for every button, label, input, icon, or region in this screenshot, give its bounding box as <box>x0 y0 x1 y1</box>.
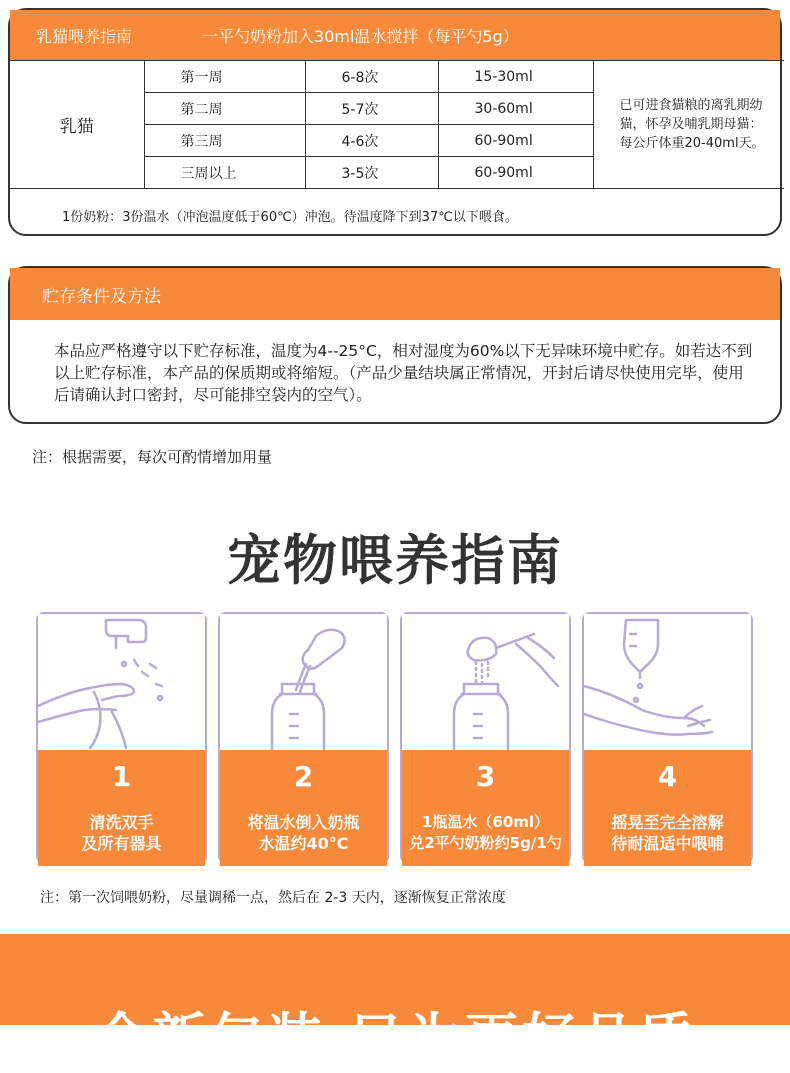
side-note-cell: 已可进食猫粮的离乳期幼猫，怀孕及哺乳期母猫：每公斤体重20-40ml天。 <box>593 61 784 189</box>
step-card-1 <box>36 612 207 864</box>
step-number: 4 <box>657 760 678 793</box>
step-footer <box>220 750 387 866</box>
amount-cell: 60-90ml <box>438 125 593 157</box>
week-cell: 第二周 <box>144 93 305 125</box>
amount-cell: 60-90ml <box>438 157 593 189</box>
step-text-line2: 水温约40°C <box>258 834 349 853</box>
step-card-3 <box>400 612 571 864</box>
feeding-table-title: 乳猫喂养指南 <box>36 26 133 46</box>
feeding-table-card <box>8 8 782 236</box>
first-feeding-note: 注：第一次饲喂奶粉，尽量调稀一点，然后在 2-3 天内，逐渐恢复正常浓度 <box>40 890 506 906</box>
step-text-line2: 待耐温适中喂哺 <box>611 834 724 853</box>
usage-note: 注：根据需要，每次可酌情增加用量 <box>32 448 273 466</box>
step-card-2 <box>218 612 389 864</box>
feeding-table-footer: 1份奶粉：3份温水（冲泡温度低于60℃）冲泡。待温度降下到37℃以下喂食。 <box>62 210 518 225</box>
times-cell: 6-8次 <box>305 61 438 93</box>
times-cell: 3-5次 <box>305 157 438 189</box>
week-cell: 第一周 <box>144 61 305 93</box>
guide-title: 宠物喂养指南 <box>227 529 563 592</box>
step-number: 1 <box>111 760 132 793</box>
step-text-line1: 摇晃至完全溶解 <box>611 813 724 832</box>
week-cell: 第三周 <box>144 125 305 157</box>
step-text-line2: 及所有器具 <box>81 834 162 853</box>
table-row <box>10 61 784 93</box>
feeding-table <box>10 60 784 189</box>
feeding-table-subtitle: 一平勺奶粉加入30ml温水搅拌（每平勺5g） <box>202 26 519 46</box>
step-footer <box>584 750 751 866</box>
amount-cell: 15-30ml <box>438 61 593 93</box>
storage-header <box>10 268 780 320</box>
week-cell: 三周以上 <box>144 157 305 189</box>
pour-water-icon <box>220 614 387 750</box>
times-cell: 4-6次 <box>305 125 438 157</box>
step-text-line1: 将温水倒入奶瓶 <box>247 813 360 832</box>
feeding-table-header <box>10 10 780 60</box>
step-number: 2 <box>293 760 314 793</box>
step-footer <box>402 750 569 866</box>
stage-cell: 乳猫 <box>10 61 144 189</box>
step-footer <box>38 750 205 866</box>
storage-title: 贮存条件及方法 <box>42 286 161 307</box>
add-powder-icon <box>402 614 569 750</box>
test-temperature-icon <box>584 614 751 750</box>
step-text-line1: 清洗双手 <box>89 813 154 832</box>
times-cell: 5-7次 <box>305 93 438 125</box>
washing-hands-icon <box>38 614 205 750</box>
storage-card <box>8 266 782 424</box>
step-card-4 <box>582 612 753 864</box>
banner-text: 全新包装 只为更好品质 <box>93 1007 697 1070</box>
step-text-line2: 兑2平勺奶粉约5g/1勺 <box>409 834 562 852</box>
step-number: 3 <box>475 760 496 793</box>
bottom-banner <box>0 934 790 1070</box>
step-text-line1: 1瓶温水（60ml） <box>421 813 550 831</box>
amount-cell: 30-60ml <box>438 93 593 125</box>
storage-body: 本品应严格遵守以下贮存标准，温度为4--25°C，相对湿度为60%以下无异味环境中贮存。如若达不到以上贮存标准，本产品的保质期或将缩短。（产品少量结块属正常情况，开封后请尽快使用完毕，使用后请确认封口密封，尽可能排空袋内的空气）。 <box>54 342 753 404</box>
